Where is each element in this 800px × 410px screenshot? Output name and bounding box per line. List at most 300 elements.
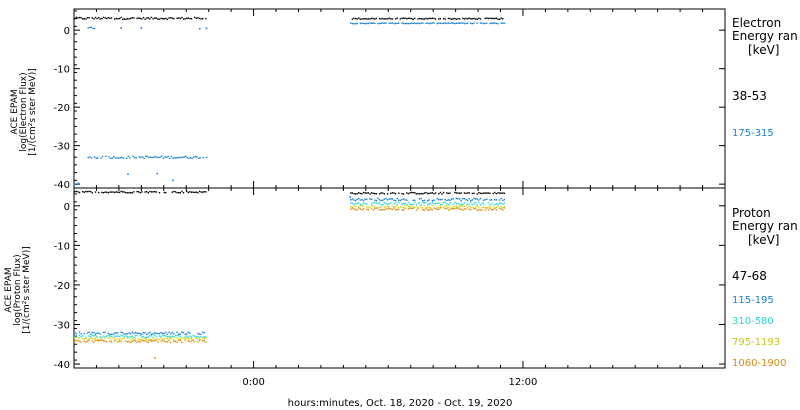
proton-point bbox=[79, 192, 80, 193]
proton-point bbox=[149, 191, 150, 192]
proton-point bbox=[376, 200, 377, 201]
proton-point bbox=[124, 334, 125, 335]
proton-point bbox=[350, 209, 351, 210]
electron-point bbox=[502, 23, 503, 24]
electron-point bbox=[438, 22, 439, 23]
electron-point bbox=[496, 18, 497, 19]
proton-point bbox=[108, 335, 109, 336]
proton-point bbox=[146, 341, 147, 342]
proton-point bbox=[381, 192, 382, 193]
proton-point bbox=[456, 205, 457, 206]
electron-point bbox=[422, 18, 423, 19]
proton-point bbox=[164, 335, 165, 336]
proton-point bbox=[440, 199, 441, 200]
electron-point bbox=[122, 19, 123, 20]
proton-point bbox=[456, 203, 457, 204]
proton-point bbox=[401, 209, 402, 210]
proton-point bbox=[501, 208, 502, 209]
proton-point bbox=[377, 198, 378, 199]
electron-point bbox=[481, 22, 482, 23]
proton-point bbox=[488, 207, 489, 208]
electron-point bbox=[361, 18, 362, 19]
electron-point bbox=[92, 28, 93, 29]
electron-point bbox=[117, 18, 118, 19]
proton-point bbox=[481, 203, 482, 204]
proton-point bbox=[80, 342, 81, 343]
proton-point bbox=[384, 193, 385, 194]
proton-point bbox=[485, 193, 486, 194]
electron-point bbox=[143, 17, 144, 18]
proton-point bbox=[427, 193, 428, 194]
proton-point bbox=[461, 192, 462, 193]
electron-point bbox=[494, 22, 495, 23]
proton-ytick-label--30: -30 bbox=[53, 320, 70, 332]
proton-point bbox=[120, 335, 121, 336]
electron-point bbox=[168, 17, 169, 18]
proton-point bbox=[366, 203, 367, 204]
proton-point bbox=[456, 207, 457, 208]
proton-point bbox=[120, 191, 121, 192]
proton-point bbox=[398, 193, 399, 194]
electron-point bbox=[472, 18, 473, 19]
electron-point bbox=[128, 18, 129, 19]
electron-point bbox=[186, 18, 187, 19]
electron-point bbox=[198, 158, 199, 159]
electron-point bbox=[363, 18, 364, 19]
proton-point bbox=[499, 199, 500, 200]
proton-point bbox=[422, 207, 423, 208]
proton-ytick-label--10: -10 bbox=[53, 241, 70, 253]
proton-point bbox=[469, 203, 470, 204]
electron-point bbox=[469, 18, 470, 19]
proton-point bbox=[120, 338, 121, 339]
proton-point bbox=[120, 332, 121, 333]
proton-point bbox=[196, 336, 197, 337]
proton-point bbox=[365, 199, 366, 200]
electron-point bbox=[448, 18, 449, 19]
proton-point bbox=[194, 192, 195, 193]
proton-point bbox=[108, 337, 109, 338]
proton-point bbox=[141, 336, 142, 337]
proton-point bbox=[141, 339, 142, 340]
electron-point bbox=[493, 18, 494, 19]
electron-point bbox=[493, 22, 494, 23]
proton-point bbox=[368, 192, 369, 193]
proton-point bbox=[392, 205, 393, 206]
proton-point bbox=[168, 337, 169, 338]
electron-point bbox=[153, 157, 154, 158]
electron-point bbox=[95, 17, 96, 18]
proton-point bbox=[353, 199, 354, 200]
proton-point bbox=[154, 332, 155, 333]
proton-point bbox=[353, 193, 354, 194]
proton-point bbox=[361, 204, 362, 205]
proton-point bbox=[393, 206, 394, 207]
proton-point bbox=[114, 340, 115, 341]
proton-point bbox=[355, 193, 356, 194]
proton-point bbox=[358, 207, 359, 208]
proton-point bbox=[473, 208, 474, 209]
proton-point bbox=[382, 192, 383, 193]
electron-point bbox=[395, 18, 396, 19]
electron-point bbox=[127, 18, 128, 19]
proton-point bbox=[183, 332, 184, 333]
proton-point bbox=[429, 193, 430, 194]
proton-point bbox=[504, 202, 505, 203]
proton-point bbox=[445, 202, 446, 203]
proton-point bbox=[176, 337, 177, 338]
proton-point bbox=[196, 192, 197, 193]
proton-point bbox=[379, 193, 380, 194]
electron-point bbox=[429, 18, 430, 19]
proton-point bbox=[387, 199, 388, 200]
proton-point bbox=[350, 192, 351, 193]
electron-point bbox=[88, 157, 89, 158]
proton-point bbox=[379, 209, 380, 210]
proton-point bbox=[160, 340, 161, 341]
proton-point bbox=[390, 208, 391, 209]
proton-point bbox=[453, 206, 454, 207]
proton-point bbox=[178, 338, 179, 339]
proton-point bbox=[384, 202, 385, 203]
proton-point bbox=[405, 205, 406, 206]
proton-point bbox=[202, 332, 203, 333]
proton-point bbox=[360, 193, 361, 194]
proton-point bbox=[79, 337, 80, 338]
proton-point bbox=[350, 206, 351, 207]
electron-point bbox=[108, 156, 109, 157]
proton-point bbox=[159, 333, 160, 334]
proton-point bbox=[489, 206, 490, 207]
proton-point bbox=[103, 335, 104, 336]
proton-point bbox=[132, 192, 133, 193]
proton-point bbox=[162, 333, 163, 334]
electron-point bbox=[132, 156, 133, 157]
proton-point bbox=[478, 209, 479, 210]
proton-point bbox=[440, 204, 441, 205]
proton-point bbox=[387, 206, 388, 207]
proton-point bbox=[470, 206, 471, 207]
proton-point bbox=[491, 199, 492, 200]
proton-point bbox=[88, 332, 89, 333]
proton-point bbox=[496, 203, 497, 204]
proton-point bbox=[369, 198, 370, 199]
proton-point bbox=[181, 337, 182, 338]
proton-point bbox=[178, 192, 179, 193]
proton-point bbox=[491, 203, 492, 204]
xtick-label-000: 0:00 bbox=[242, 377, 265, 388]
proton-point bbox=[79, 335, 80, 336]
proton-point bbox=[401, 193, 402, 194]
electron-point bbox=[363, 23, 364, 24]
proton-point bbox=[373, 202, 374, 203]
electron-point bbox=[136, 18, 137, 19]
proton-point bbox=[469, 206, 470, 207]
proton-point bbox=[416, 204, 417, 205]
electron-point bbox=[400, 18, 401, 19]
proton-point bbox=[146, 191, 147, 192]
electron-point bbox=[462, 18, 463, 19]
electron-point bbox=[470, 18, 471, 19]
proton-point bbox=[199, 334, 200, 335]
proton-point bbox=[385, 208, 386, 209]
electron-point bbox=[381, 18, 382, 19]
electron-point bbox=[352, 19, 353, 20]
electron-point bbox=[413, 23, 414, 24]
electron-point bbox=[164, 156, 165, 157]
proton-point bbox=[204, 340, 205, 341]
proton-point bbox=[478, 192, 479, 193]
electron-point bbox=[454, 18, 455, 19]
proton-point bbox=[116, 191, 117, 192]
electron-point bbox=[148, 17, 149, 18]
proton-point bbox=[363, 205, 364, 206]
proton-point bbox=[395, 200, 396, 201]
proton-point bbox=[119, 341, 120, 342]
proton-point bbox=[409, 192, 410, 193]
proton-point bbox=[132, 341, 133, 342]
proton-point bbox=[154, 335, 155, 336]
proton-point bbox=[130, 333, 131, 334]
proton-point bbox=[136, 333, 137, 334]
electron-point-outlier bbox=[199, 28, 201, 30]
electron-point bbox=[369, 18, 370, 19]
proton-point bbox=[385, 203, 386, 204]
electron-point bbox=[480, 22, 481, 23]
proton-point bbox=[162, 335, 163, 336]
electron-point bbox=[406, 18, 407, 19]
proton-point bbox=[124, 337, 125, 338]
proton-point bbox=[424, 202, 425, 203]
proton-point bbox=[128, 341, 129, 342]
electron-point bbox=[121, 157, 122, 158]
proton-point bbox=[93, 335, 94, 336]
electron-point bbox=[91, 157, 92, 158]
proton-point bbox=[379, 207, 380, 208]
proton-point bbox=[154, 340, 155, 341]
proton-point bbox=[138, 191, 139, 192]
proton-point bbox=[421, 193, 422, 194]
electron-point bbox=[497, 23, 498, 24]
proton-point bbox=[176, 192, 177, 193]
electron-point bbox=[167, 19, 168, 20]
proton-point bbox=[184, 336, 185, 337]
proton-point bbox=[397, 198, 398, 199]
proton-point bbox=[194, 341, 195, 342]
electron-point bbox=[176, 157, 177, 158]
proton-point bbox=[138, 338, 139, 339]
proton-point bbox=[167, 336, 168, 337]
proton-point bbox=[369, 206, 370, 207]
electron-point bbox=[417, 23, 418, 24]
electron-point bbox=[200, 157, 201, 158]
electron-point bbox=[140, 18, 141, 19]
electron-point bbox=[467, 18, 468, 19]
proton-point bbox=[149, 332, 150, 333]
proton-point bbox=[449, 200, 450, 201]
proton-point bbox=[197, 333, 198, 334]
proton-point bbox=[406, 205, 407, 206]
proton-point bbox=[189, 191, 190, 192]
electron-point bbox=[462, 22, 463, 23]
proton-point bbox=[486, 192, 487, 193]
electron-point bbox=[409, 23, 410, 24]
proton-point bbox=[469, 209, 470, 210]
electron-point bbox=[120, 157, 121, 158]
electron-point bbox=[435, 18, 436, 19]
proton-point bbox=[504, 199, 505, 200]
electron-point bbox=[114, 18, 115, 19]
proton-point bbox=[443, 207, 444, 208]
proton-point bbox=[170, 333, 171, 334]
proton-point bbox=[95, 333, 96, 334]
electron-point bbox=[162, 18, 163, 19]
proton-point bbox=[100, 334, 101, 335]
proton-point bbox=[393, 200, 394, 201]
proton-point bbox=[144, 338, 145, 339]
proton-point bbox=[457, 192, 458, 193]
electron-point bbox=[142, 156, 143, 157]
proton-point bbox=[395, 202, 396, 203]
electron-point bbox=[499, 19, 500, 20]
electron-point-outlier bbox=[206, 28, 208, 30]
proton-point bbox=[152, 337, 153, 338]
electron-ytick-label--10: -10 bbox=[53, 64, 70, 76]
proton-point bbox=[77, 191, 78, 192]
proton-point bbox=[413, 192, 414, 193]
proton-point bbox=[448, 204, 449, 205]
proton-point bbox=[411, 192, 412, 193]
proton-point bbox=[164, 338, 165, 339]
proton-point bbox=[374, 200, 375, 201]
proton-point bbox=[181, 342, 182, 343]
proton-point bbox=[136, 342, 137, 343]
proton-point bbox=[173, 341, 174, 342]
proton-point bbox=[416, 193, 417, 194]
proton-point bbox=[189, 338, 190, 339]
proton-point bbox=[77, 340, 78, 341]
proton-point bbox=[437, 198, 438, 199]
proton-point bbox=[199, 191, 200, 192]
electron-point bbox=[446, 23, 447, 24]
proton-point bbox=[446, 192, 447, 193]
proton-point bbox=[400, 206, 401, 207]
proton-point bbox=[427, 206, 428, 207]
proton-point bbox=[135, 339, 136, 340]
electron-point bbox=[154, 17, 155, 18]
proton-point bbox=[371, 208, 372, 209]
electron-point bbox=[166, 157, 167, 158]
proton-point bbox=[108, 192, 109, 193]
electron-point bbox=[459, 18, 460, 19]
proton-point bbox=[473, 203, 474, 204]
electron-point bbox=[77, 17, 78, 18]
electron-point bbox=[149, 18, 150, 19]
electron-point-outlier bbox=[73, 184, 75, 186]
electron-point bbox=[401, 22, 402, 23]
proton-point bbox=[361, 205, 362, 206]
proton-point bbox=[414, 200, 415, 201]
proton-point bbox=[430, 209, 431, 210]
proton-point bbox=[441, 199, 442, 200]
proton-point bbox=[154, 338, 155, 339]
electron-point bbox=[453, 18, 454, 19]
electron-point bbox=[116, 18, 117, 19]
electron-point bbox=[170, 17, 171, 18]
proton-point bbox=[441, 193, 442, 194]
proton-point bbox=[84, 333, 85, 334]
electron-point bbox=[465, 18, 466, 19]
proton-point bbox=[478, 202, 479, 203]
proton-point bbox=[363, 200, 364, 201]
proton-point bbox=[475, 205, 476, 206]
electron-point bbox=[119, 18, 120, 19]
electron-point bbox=[150, 157, 151, 158]
proton-point bbox=[204, 332, 205, 333]
proton-point bbox=[181, 191, 182, 192]
proton-point bbox=[427, 204, 428, 205]
proton-point bbox=[353, 208, 354, 209]
proton-point bbox=[122, 338, 123, 339]
proton-point bbox=[483, 192, 484, 193]
proton-point bbox=[438, 207, 439, 208]
electron-point bbox=[171, 156, 172, 157]
proton-point bbox=[133, 340, 134, 341]
proton-point bbox=[204, 191, 205, 192]
electron-point bbox=[197, 17, 198, 18]
proton-point bbox=[459, 208, 460, 209]
proton-point bbox=[489, 208, 490, 209]
proton-point bbox=[140, 341, 141, 342]
proton-point bbox=[191, 192, 192, 193]
proton-point bbox=[435, 192, 436, 193]
proton-point bbox=[485, 207, 486, 208]
proton-point bbox=[449, 209, 450, 210]
electron-point bbox=[89, 27, 90, 28]
electron-point bbox=[382, 18, 383, 19]
proton-point bbox=[84, 192, 85, 193]
proton-ytick-label-0: 0 bbox=[63, 201, 70, 213]
proton-point bbox=[101, 339, 102, 340]
electron-point bbox=[438, 18, 439, 19]
electron-point bbox=[406, 23, 407, 24]
proton-point bbox=[101, 337, 102, 338]
proton-point bbox=[168, 340, 169, 341]
proton-point bbox=[143, 340, 144, 341]
proton-ytick-label--40: -40 bbox=[53, 360, 70, 372]
proton-point bbox=[401, 207, 402, 208]
proton-point bbox=[95, 191, 96, 192]
proton-point bbox=[373, 193, 374, 194]
electron-point bbox=[421, 22, 422, 23]
proton-point bbox=[144, 332, 145, 333]
proton-point bbox=[133, 191, 134, 192]
proton-legend-entry-310-580: 310-580 bbox=[732, 316, 774, 327]
proton-point bbox=[421, 207, 422, 208]
proton-point bbox=[96, 340, 97, 341]
electron-point bbox=[172, 158, 173, 159]
proton-point bbox=[425, 202, 426, 203]
proton-point bbox=[167, 338, 168, 339]
proton-point bbox=[438, 209, 439, 210]
proton-point bbox=[387, 204, 388, 205]
proton-point bbox=[355, 209, 356, 210]
proton-point bbox=[157, 333, 158, 334]
proton-point bbox=[202, 192, 203, 193]
proton-point bbox=[361, 193, 362, 194]
electron-point bbox=[164, 18, 165, 19]
proton-point bbox=[405, 203, 406, 204]
